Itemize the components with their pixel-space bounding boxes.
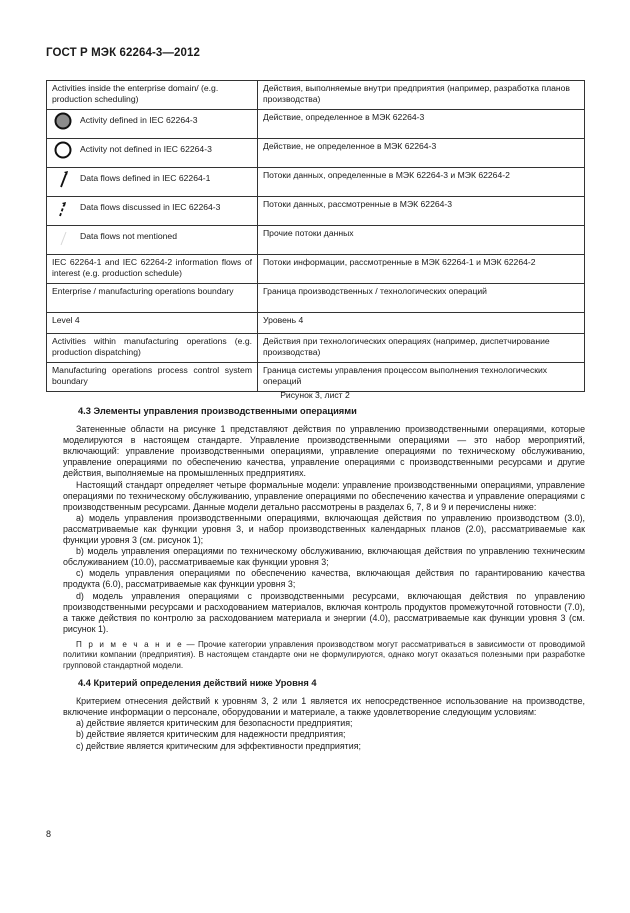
legend-row [47,284,585,313]
page-number: 8 [46,829,52,839]
legend-en-text: Data flows defined in IEC 62264-1 [80,173,211,184]
legend-row [47,226,585,255]
note-text: — Прочие категории управления производством могут рассматриваться в зависимости от проводимой политики компании (предприятия). В настоящем стандарте они не формулируются, однако могут оказаться полезными при разработке групповой стандартной модели. [63,639,585,670]
list-item: a) модель управления производственными операциями, включающая действия по управлению производством (3.0), рассматриваемые как функции уровня 3, и набор производственных календарных планов (2.0), рассматриваемые как функции уровня 3 (см. рисунок 1); [63,512,585,546]
legend-en-cell [47,197,258,226]
open-circle-icon [52,141,74,159]
legend-en-text: Activity defined in IEC 62264-3 [80,115,198,126]
legend-row [47,110,585,139]
faint-arrow-icon [52,228,74,246]
legend-ru-text: Действие, определенное в МЭК 62264-3 [258,110,585,139]
legend-ru-text: Действия, выполняемые внутри предприятия (например, разработка планов производства) [258,81,585,110]
legend-ru-text: Граница производственных / технологических операций [258,284,585,313]
list-item: b) модель управления операциями по техническому обслуживанию, включающая действия по управлению техническим обслуживанием (10.0), рассматриваемые как функции уровня 3; [63,546,585,568]
legend-en-text: IEC 62264-1 and IEC 62264-2 information flows of interest (e.g. production schedule) [47,255,258,284]
figure-caption: Рисунок 3, лист 2 [280,390,350,400]
legend-en-text: Enterprise / manufacturing operations boundary [47,284,258,313]
legend-ru-text: Потоки данных, определенные в МЭК 62264-3 и МЭК 62264-2 [258,168,585,197]
note-label: П р и м е ч а н и е [76,639,184,649]
legend-en-text: Activities within manufacturing operations (e.g. production dispatching) [47,334,258,363]
legend-row [47,334,585,363]
legend-row [47,197,585,226]
legend-row [47,363,585,392]
legend-row [47,313,585,334]
legend-en-cell [47,110,258,139]
section-heading: 4.4 Критерий определения действий ниже Уровня 4 [78,678,317,689]
paragraph: Настоящий стандарт определяет четыре формальные модели: управление производственными операциями, управление операциями по техническому обслуживанию, управление операциями по обеспечению качества и управление операциями с производственным ресурсами. Данные модели детально рассмотрены в разделах 6, 7, 8 и 9 и перечислены ниже: [63,479,585,512]
legend-ru-text: Потоки информации, рассмотренные в МЭК 62264-1 и МЭК 62264-2 [258,255,585,284]
legend-en-text: Data flows discussed in IEC 62264-3 [80,202,221,213]
legend-ru-text: Прочие потоки данных [258,226,585,255]
legend-en-text: Activity not defined in IEC 62264-3 [80,144,212,155]
legend-ru-text: Граница системы управления процессом выполнения технологических операций [258,363,585,392]
document-header: ГОСТ Р МЭК 62264-3—2012 [46,47,200,59]
list-item: b) действие является критическим для надежности предприятия; [76,729,346,740]
legend-en-cell [47,168,258,197]
section-heading: 4.3 Элементы управления производственными операциями [78,406,357,416]
legend-ru-text: Уровень 4 [258,313,585,334]
legend-en-text: Level 4 [47,313,258,334]
legend-ru-text: Действия при технологических операциях (например, диспетчирование производства) [258,334,585,363]
legend-ru-text: Действие, не определенное в МЭК 62264-3 [258,139,585,168]
legend-table [46,80,585,392]
legend-row [47,255,585,284]
legend-en-text: Activities inside the enterprise domain/ (e.g. production scheduling) [47,81,258,110]
legend-en-cell [47,226,258,255]
note-paragraph [63,640,585,671]
list-item: c) действие является критическим для эффективности предприятия; [76,740,361,751]
list-item: c) модель управления операциями по обеспечению качества, включающая действия по гарантированию качества продукта (6.0), рассматриваемые как функции уровня 3; [63,568,585,590]
legend-ru-text: Потоки данных, рассмотренные в МЭК 62264-3 [258,197,585,226]
legend-row [47,139,585,168]
list-item: d) модель управления операциями с производственными ресурсами, включающая действия по управлению производственными ресурсами и расходованием материалов, включая контроль продуктов промежуточной готовности (7.0), а также действия по контролю за расходованием материала и энергии (4.0), рассматриваемые как функции уровня 3 (см. рисунок 1). [63,590,585,634]
body-text [63,406,585,752]
filled-circle-icon [52,112,74,130]
legend-row [47,168,585,197]
list-item: a) действие является критическим для безопасности предприятия; [76,718,353,729]
paragraph: Затененные области на рисунке 1 представляют действия по управлению производственными операциями, которые моделируются в настоящем стандарте. Управление производственными операциями — это набор мероприятий, включающий: управление производственными операциями, управление операциями по техническому обслуживанию, управление операциями по обеспечению качества, управление операциями с производственными ресурсами и другие действия, выполняемые на промышленных предприятиях. [63,424,585,479]
legend-en-cell [47,139,258,168]
solid-arrow-icon [52,170,74,188]
dashed-arrow-icon [52,199,74,217]
legend-en-text: Data flows not mentioned [80,231,177,242]
paragraph: Критерием отнесения действий к уровням 3, 2 или 1 является их непосредственное использование на производстве, включение информации о персонале, оборудовании и материале, а также удовлетворение следующим условиям: [63,696,585,718]
legend-en-text: Manufacturing operations process control system boundary [47,363,258,392]
legend-row [47,81,585,110]
